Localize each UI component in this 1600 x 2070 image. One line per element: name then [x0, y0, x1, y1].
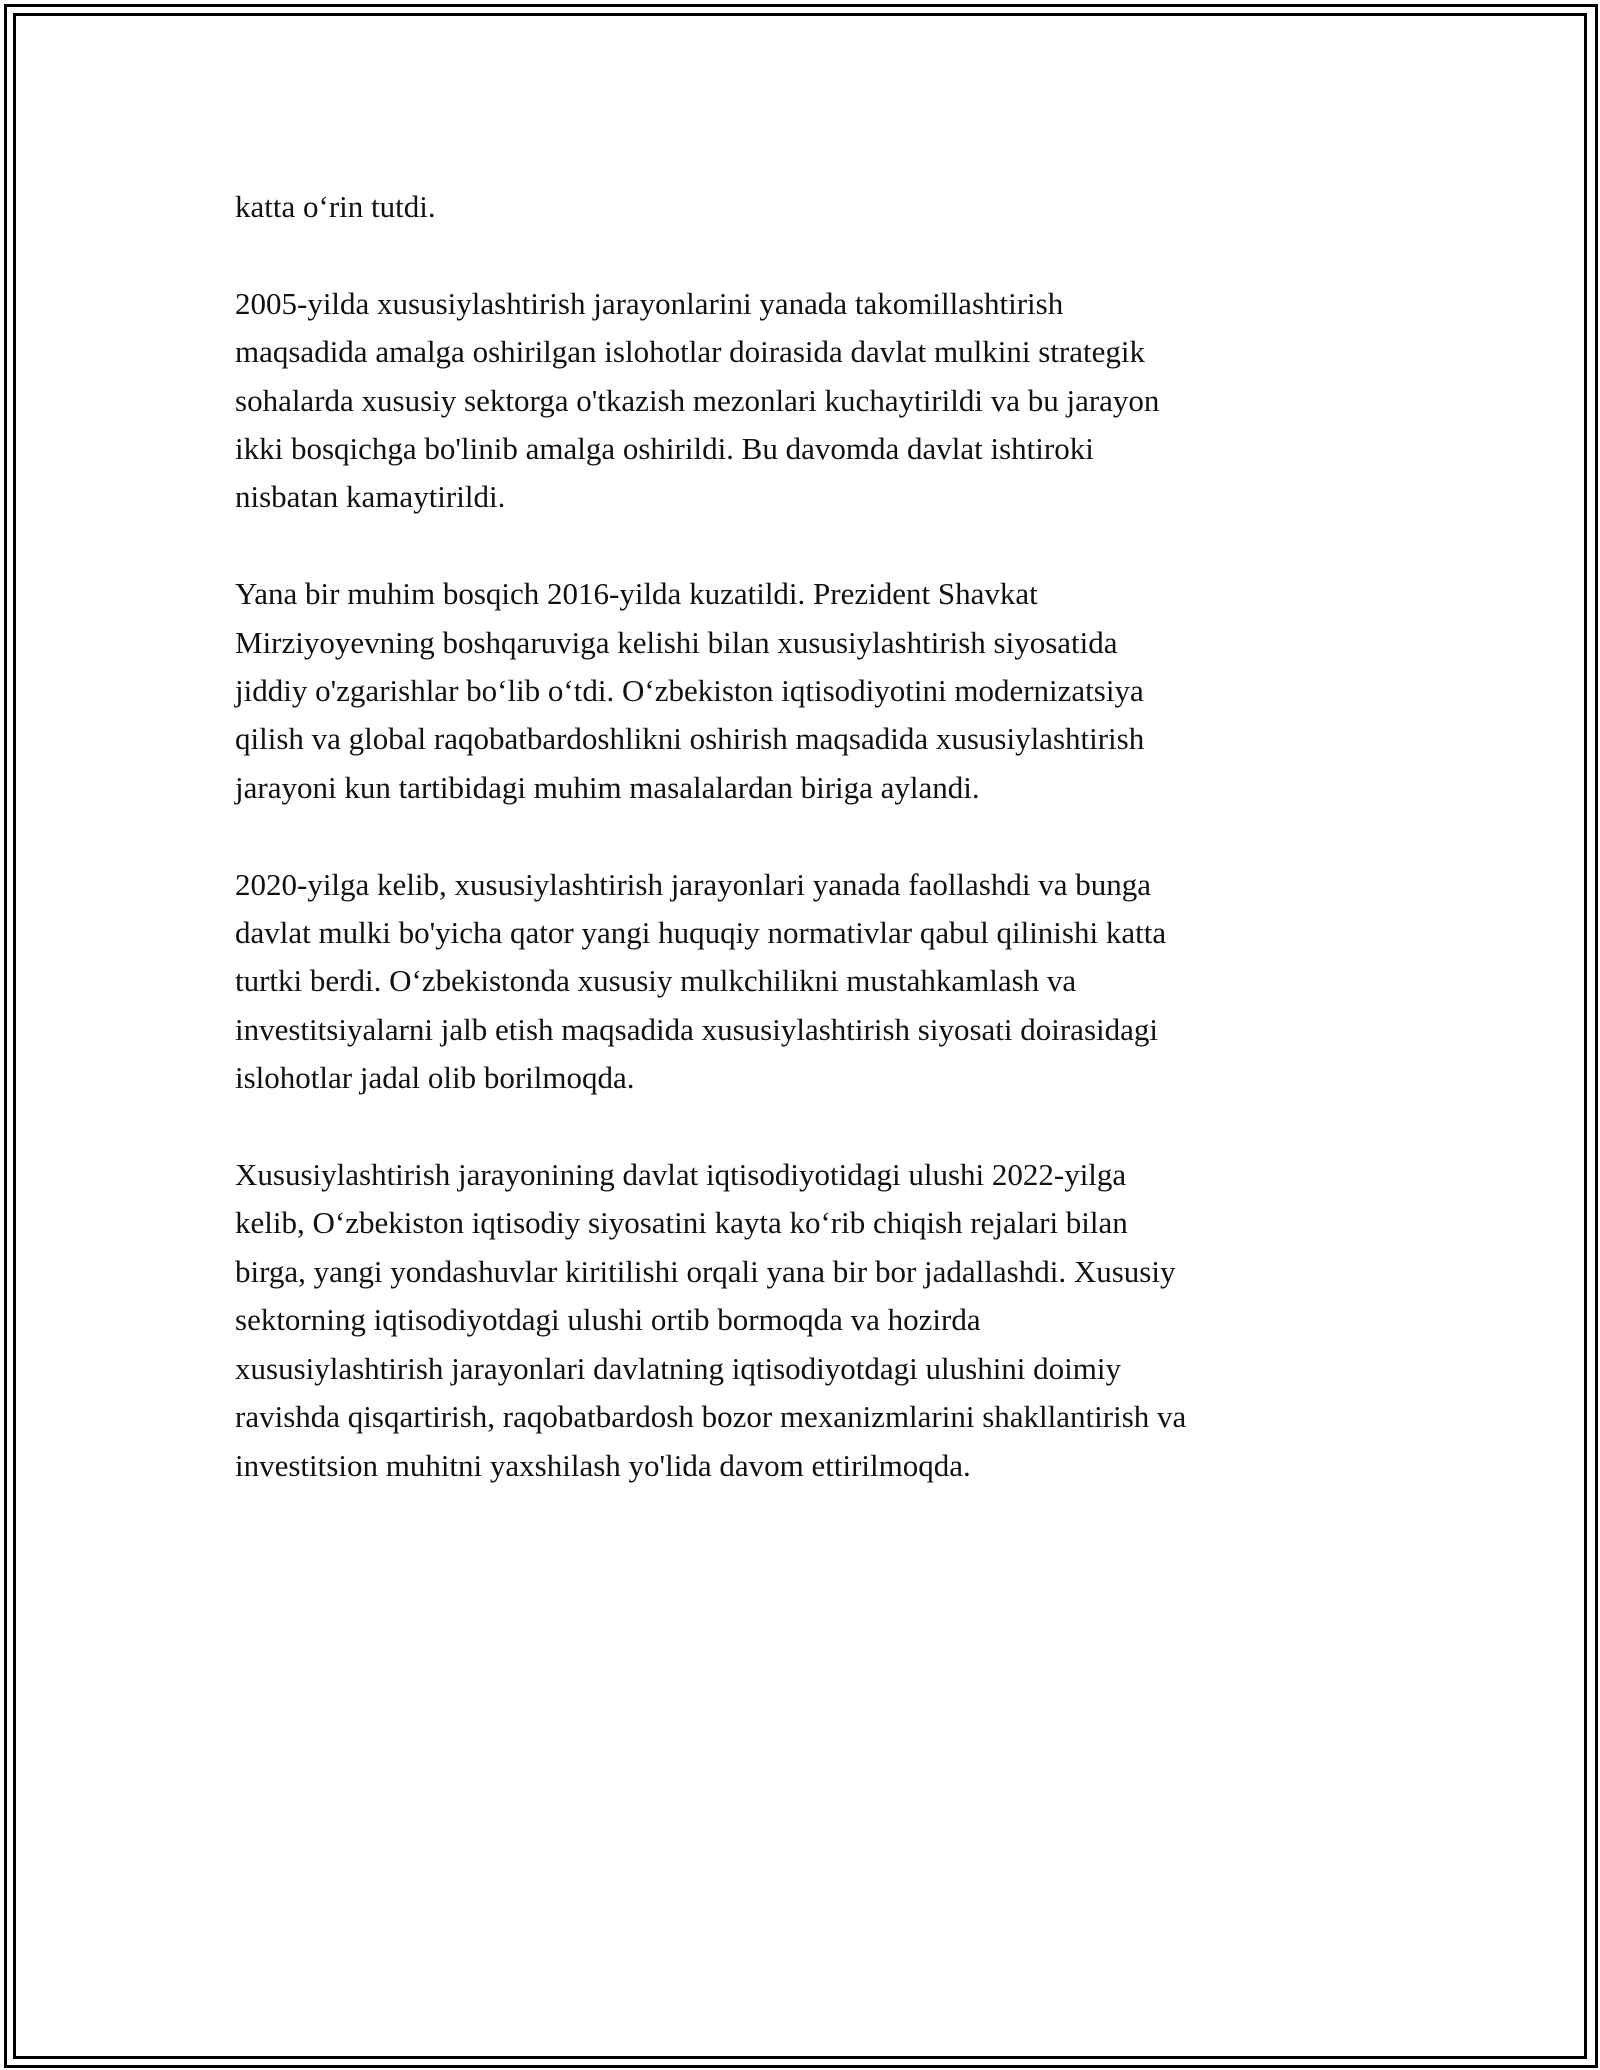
paragraph-continuation: katta o‘rin tutdi.	[235, 189, 436, 224]
paragraph-2020: 2020-yilga kelib, xususiylashtirish jarayonlari yanada faollashdi va bunga davlat mulki bo'yicha qator yangi huquqiy normativlar qabul qilinishi katta turtki berdi. O‘zbekistonda xususiy mulkchilikni mustahkamlash va investitsiyalarni jalb etish maqsadida xususiylashtirish siyosati doirasidagi islohotlar jadal olib borilmoqda.	[235, 866, 1167, 1096]
document-body	[235, 183, 1375, 1538]
paragraph-2022: Xususiylashtirish jarayonining davlat iqtisodiyotidagi ulushi 2022-yilga kelib, O‘zbekiston iqtisodiy siyosatini kayta ko‘rib chiqish rejalari bilan birga, yangi yondashuvlar kiritilishi orqali yana bir bor jadallashdi. Xususiy sektorning iqtisodiyotdagi ulushi ortib bormoqda va hozirda xususiylashtirish jarayonlari davlatning iqtisodiyotdagi ulushini doimiy ravishda qisqartirish, raqobatbardosh bozor mexanizmlarini shakllantirish va investitsion muhitni yaxshilash yo'lida davom ettirilmoqda.	[235, 1157, 1187, 1483]
paragraph-2005: 2005-yilda xususiylashtirish jarayonlarini yanada takomillashtirish maqsadida amalga oshirilgan islohotlar doirasida davlat mulkini strategik sohalarda xususiy sektorga o'tkazish mezonlari kuchaytirildi va bu jarayon ikki bosqichga bo'linib amalga oshirildi. Bu davomda davlat ishtiroki nisbatan kamaytirildi.	[235, 285, 1160, 515]
paragraph-2016: Yana bir muhim bosqich 2016-yilda kuzatildi. Prezident Shavkat Mirziyoyevning boshqaruviga kelishi bilan xususiylashtirish siyosatida jiddiy o'zgarishlar bo‘lib o‘tdi. O‘zbekiston iqtisodiyotini modernizatsiya qilish va global raqobatbardoshlikni oshirish maqsadida xususiylashtirish jarayoni kun tartibidagi muhim masalalardan biriga aylandi.	[235, 576, 1145, 805]
